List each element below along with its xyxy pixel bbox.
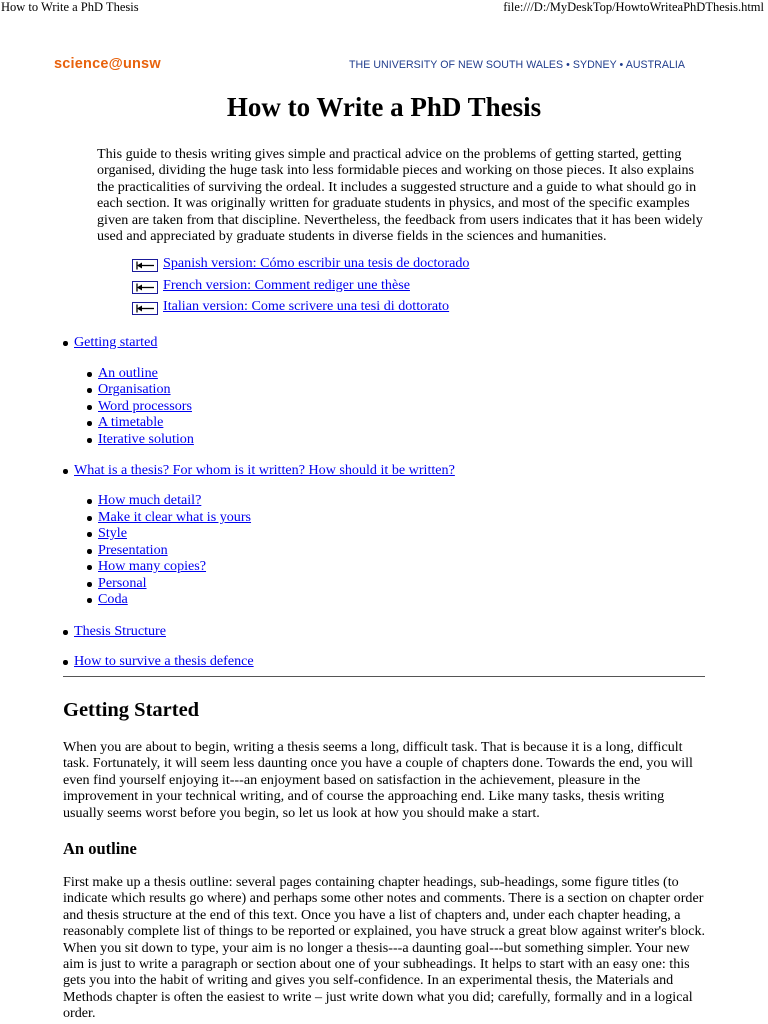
toc-an-outline[interactable]: An outline: [98, 365, 158, 381]
section-heading-getting-started: Getting Started: [63, 699, 200, 721]
intro-paragraph: This guide to thesis writing gives simple and practical advice on the problems of getting started, getting organised, dividing the huge task into less formidable pieces and working on those pieces. It also explains the practicalities of surviving the ordeal. It includes a suggested structure and a guide to what should go in each section. It was originally written for graduate students in physics, and most of the specific examples given are taken from that discipline. Nevertheless, the feedback from users indicates that it has been widely used and appreciated by graduate students in diverse fields in the sciences and humanities.: [97, 146, 703, 245]
toc-organisation[interactable]: Organisation: [98, 381, 171, 397]
toc-iterative-solution[interactable]: Iterative solution: [98, 431, 194, 447]
print-header-title: How to Write a PhD Thesis: [1, 0, 139, 14]
toc-how-much-detail[interactable]: How much detail?: [98, 492, 202, 508]
print-header-url: file:///D:/MyDeskTop/HowtoWriteaPhDThesis.html: [503, 0, 764, 14]
spanish-version-link[interactable]: Spanish version: Cómo escribir una tesis de doctorado: [163, 255, 470, 271]
arrow-left-icon[interactable]: [132, 302, 158, 315]
getting-started-paragraph: When you are about to begin, writing a thesis seems a long, difficult task. That is because it is a long, difficult task. Fortunately, it will seem less daunting once you have a couple of chapters done. Towards the end, you will even find yourself enjoying it---an enjoyment based on satisfaction in the achievement, pleasure in the improvement in your technical writing, and of course the approaching end. Like many tasks, thesis writing usually seems worst before you begin, so let us look at how you should make a start.: [63, 739, 693, 821]
toc-thesis-structure[interactable]: Thesis Structure: [74, 623, 166, 639]
university-name[interactable]: THE UNIVERSITY OF NEW SOUTH WALES • SYDNEY • AUSTRALIA: [349, 59, 686, 71]
brand-bar: [0, 56, 768, 76]
french-version-link[interactable]: French version: Comment rediger une thèse: [163, 276, 410, 293]
science-unsw-logo[interactable]: science@unsw: [54, 56, 161, 72]
toc-what-is-a-thesis[interactable]: What is a thesis? For whom is it written? How should it be written?: [74, 462, 455, 478]
toc-presentation[interactable]: Presentation: [98, 542, 168, 558]
an-outline-paragraph: First make up a thesis outline: several pages containing chapter headings, sub-headings, some figure titles (to indicate which results go where) and perhaps some other notes and comments. There is a section on chapter order and thesis structure at the end of this text. Once you have a list of chapters and, under each chapter heading, a reasonably complete list of things to be reported or explained, you have struck a great blow against writer's block. When you sit down to type, your aim is no longer a thesis---a daunting goal---but something simpler. Your new aim is just to write a paragraph or section about one of your subheadings. It helps to start with an easy one: this gets you into the habit of writing and gives you self-confidence. In an experimental thesis, the Materials and Methods chapter is often the easiest to write – just write down what you did; carefully, formally and in a logical order.: [63, 874, 706, 1022]
toc-word-processors[interactable]: Word processors: [98, 398, 192, 414]
toc-make-it-clear[interactable]: Make it clear what is yours: [98, 509, 252, 525]
arrow-left-icon[interactable]: [132, 259, 158, 272]
arrow-left-icon[interactable]: [132, 281, 158, 294]
toc-style[interactable]: Style: [98, 525, 127, 541]
page-title: How to Write a PhD Thesis: [226, 92, 542, 122]
print-header: [0, 0, 768, 16]
horizontal-rule: [63, 676, 705, 677]
toc-personal[interactable]: Personal: [98, 575, 147, 591]
subsection-heading-an-outline: An outline: [63, 839, 137, 858]
toc-coda[interactable]: Coda: [98, 591, 128, 607]
toc-how-many-copies[interactable]: How many copies?: [98, 558, 207, 574]
toc-getting-started[interactable]: Getting started: [74, 334, 158, 350]
toc-thesis-defence[interactable]: How to survive a thesis defence: [74, 653, 254, 669]
toc-a-timetable[interactable]: A timetable: [98, 414, 164, 430]
italian-version-link[interactable]: Italian version: Come scrivere una tesi di dottorato: [163, 298, 450, 314]
